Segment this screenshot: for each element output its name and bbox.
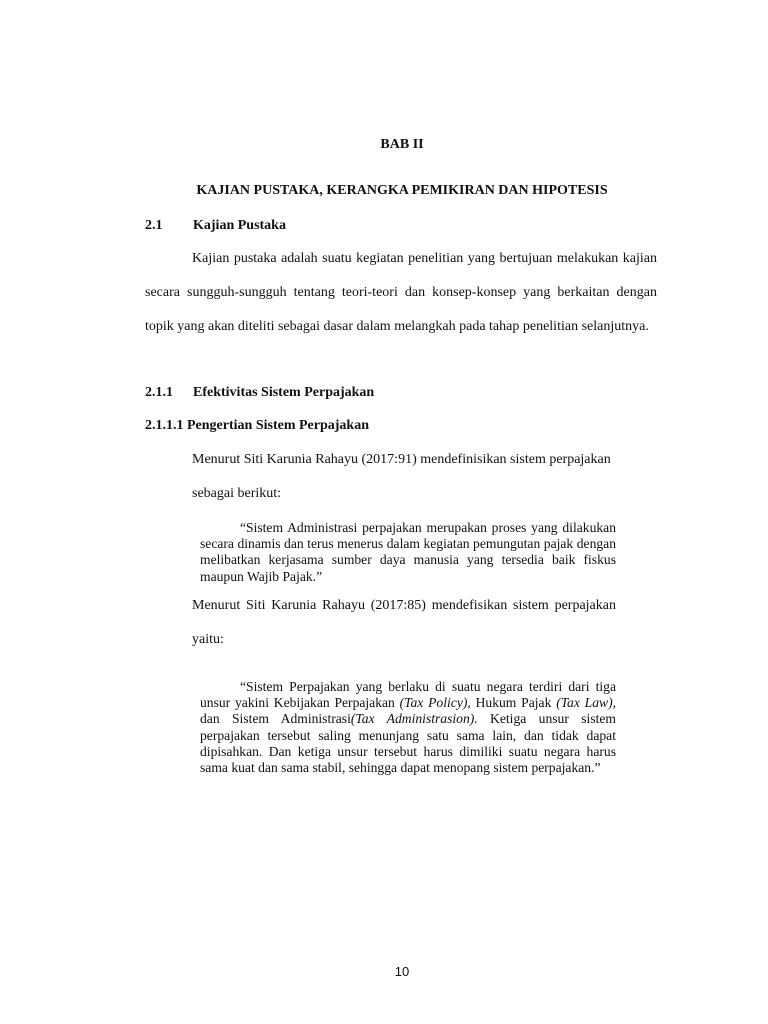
block-quote-1 [200,520,616,585]
section-title: Kajian Pustaka [193,218,286,233]
definition-intro-2: Menurut Siti Karunia Rahayu (2017:85) mendefisikan sistem perpajakan yaitu: [192,598,616,647]
quote-text-part: Ketiga unsur sistem perpajakan tersebut saling menunjang satu sama lain, dan tidak dapat dipisahkan. Dan ketiga unsur tersebut harus dimiliki suatu negara harus sama kuat dan sama stabil, sehingga dapat menopang sistem perpajakan.” [200,711,616,776]
page-number: 10 [394,964,410,979]
kajian-pustaka-paragraph [145,242,657,344]
definition-intro-1: Menurut Siti Karunia Rahayu (2017:91) mendefinisikan sistem perpajakan sebagai berikut: [192,452,611,501]
paragraph-text: Kajian pustaka adalah suatu kegiatan penelitian yang bertujuan melakukan kajian secara sungguh-sungguh tentang teori-teori dan konsep-konsep yang berkaitan dengan topik yang akan diteliti sebagai dasar dalam melangkah pada tahap penelitian selanjutnya. [145,251,657,334]
quote-text-part: Hukum Pajak [470,695,557,711]
block-quote-2 [200,679,616,776]
section-heading-2-1-1 [145,385,374,401]
section-heading-2-1-1-1: 2.1.1.1 Pengertian Sistem Perpajakan [145,418,369,433]
quote-italic-tax-law: (Tax Law), [556,695,617,711]
chapter-title: KAJIAN PUSTAKA, KERANGKA PEMIKIRAN DAN HIPOTESIS [196,183,608,198]
section-number: 2.1.1 [145,385,173,400]
quote-text: “Sistem Administrasi perpajakan merupakan proses yang dilakukan secara dinamis dan terus menerus dalam kegiatan pemungutan pajak dengan melibatkan kerjasama sumber daya manusia yang tersedia baik fiskus maupun Wajib Pajak.” [200,520,616,584]
section-title: Efektivitas Sistem Perpajakan [193,385,375,400]
quote-italic-tax-administration: (Tax Administrasion). [350,711,478,727]
quote-italic-tax-policy: (Tax Policy), [399,695,471,711]
quote-text-part: dan Sistem Administrasi [200,711,351,727]
section-number: 2.1 [145,218,163,233]
quote-text-part: “Sistem Perpajakan yang berlaku di suatu negara terdiri dari tiga unsur yakini Kebijakan Perpajakan [200,679,616,711]
section-heading-2-1 [145,218,286,234]
chapter-number: BAB II [380,137,424,152]
